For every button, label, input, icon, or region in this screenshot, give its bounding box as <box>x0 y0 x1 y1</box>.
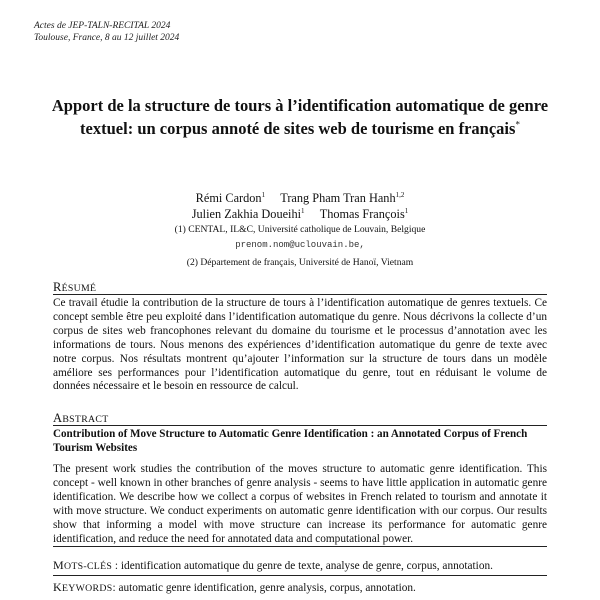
keywords-separator: : <box>112 582 119 594</box>
author-affiliation-mark: 1 <box>404 206 409 215</box>
mots-cles-separator: : <box>112 560 121 572</box>
keywords-label <box>53 580 113 594</box>
author-affiliation-mark: 1,2 <box>395 190 405 199</box>
author-email: prenom.nom@uclouvain.be, <box>235 240 365 250</box>
affiliation-1: (1) CENTAL, IL&C, Université catholique de Louvain, Belgique <box>174 224 426 235</box>
mots-cles-line <box>53 558 547 574</box>
author-name: Thomas François <box>319 207 405 221</box>
title-footnote-mark: * <box>515 119 520 130</box>
affiliation-2: (2) Département de français, Université de Hanoï, Vietnam <box>186 257 414 268</box>
author-name: Julien Zakhia Doueihi <box>191 207 302 221</box>
keywords-divider <box>53 575 547 576</box>
author-name: Trang Pham Tran Hanh <box>280 191 396 205</box>
resume-heading-rest: ÉSUMÉ <box>61 283 97 294</box>
proceedings-location-date: Toulouse, France, 8 au 12 juillet 2024 <box>34 33 180 43</box>
author-affiliation-mark: 1 <box>261 190 266 199</box>
author-line-1 <box>0 191 600 206</box>
abstract-heading-initial: A <box>53 411 63 425</box>
proceedings-name: Actes de JEP-TALN-RECITAL 2024 <box>34 21 171 31</box>
resume-text: Ce travail étudie la contribution de la structure de tours à l’identification automatique de genres textuels. Ce concept semble être peu exploité dans l’identification automatique du genre. Nous décrivons la collecte d’un corpus de sites web francophones relevant du domaine du tourisme et le processus d’annotation avec les informations de tours. Nous menons des expériences d’identification automatique du genre de texte avec notre corpus. Nos résultats montrent qu’ajouter l’information sur la structure de tours dans un modèle améliore ses performances pour l’identification automatique du genre, tout en réduisant le volume de données nécessaire et le besoin en ressource de calcul. <box>53 297 547 393</box>
keywords-line <box>53 580 547 596</box>
abstract-heading <box>53 411 547 426</box>
author-line-2 <box>0 207 600 222</box>
keywords-label-rest: EYWORDS <box>61 583 113 594</box>
abstract-heading-rest: BSTRACT <box>62 414 109 425</box>
mots-cles-text: identification automatique du genre de texte, analyse de genre, corpus, annotation. <box>120 560 493 572</box>
resume-heading-initial: R <box>53 280 62 294</box>
mots-cles-label <box>53 558 112 572</box>
keywords-text: automatic genre identification, genre analysis, corpus, annotation. <box>118 582 416 594</box>
keywords-label-initial: K <box>53 580 62 594</box>
paper-title-text: Apport de la structure de tours à l’identification automatique de genre textuel: un corpus annoté de sites web de tourisme en français <box>51 96 549 138</box>
author-affiliation-mark: 1 <box>301 206 305 215</box>
resume-heading <box>53 280 547 295</box>
author-name: Rémi Cardon <box>195 191 262 205</box>
proceedings-header <box>34 20 179 44</box>
email-line <box>0 239 600 251</box>
mots-cles-label-initial: M <box>53 558 64 572</box>
abstract-text: The present work studies the contribution of the moves structure to automatic genre identification. This concept - well known in other branches of genre analysis - seems to have little application in automatic genre identification. We describe how we collect a corpus of websites in French related to tourism and annotate it with move structure. We conduct experiments on automatic genre identification with our corpus. Our results show that informing a model with move structure can increase its performance for automatic genre identification, and reduce the need for annotated data and computational power. <box>53 463 547 547</box>
paper-title <box>40 94 560 140</box>
abstract-english-title: Contribution of Move Structure to Automatic Genre Identification : an Annotated Corpus of French Tourism Websites <box>53 428 528 454</box>
mots-cles-label-rest: OTS-CLÉS <box>63 561 113 572</box>
